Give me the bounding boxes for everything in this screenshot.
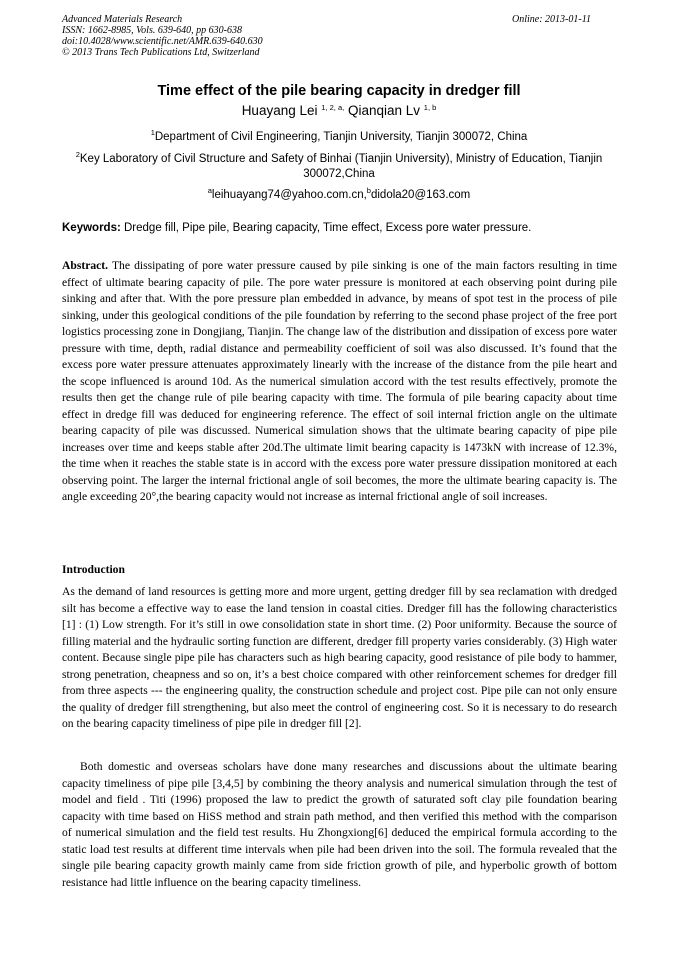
email-address[interactable]: didola20@163.com	[370, 189, 471, 201]
affiliation-marker: 1	[150, 128, 155, 137]
email-address[interactable]: leihuayang74@yahoo.com.cn,	[211, 189, 367, 201]
author-name: Huayang Lei	[241, 103, 318, 118]
author-name: Qianqian Lv	[347, 103, 421, 118]
keywords	[62, 221, 622, 236]
email-marker: a	[207, 186, 212, 195]
keywords-text: Dredge fill, Pipe pile, Bearing capacity, Time effect, Excess pore water pressure.	[120, 222, 532, 234]
author-line	[40, 102, 638, 120]
introduction-paragraph-2: Both domestic and overseas scholars have done many researches and discussions about the ultimate bearing capacity timeliness of pipe pile [3,4,5] by combining the theory analysis and numerical simulation through the test of model and field . Titi (1996) proposed the law to predict the growth of saturated soft clay pile foundation bearing capacity with time based on HiSS method and strain path method, and then verified this method with the comparison of numerical simulation and the field test results. Hu Zhongxiong[6] deduced the empirical formula according to the static load test results at different time intervals when pile had been driven into the soil. The formula revealed that the single pile bearing capacity growth mainly came from side friction growth of pile, and hyperbolic growth of bottom resistance had little influence on the bearing capacity timeliness.	[62, 760, 617, 889]
section-heading-introduction: Introduction	[62, 563, 125, 576]
paper-title: Time effect of the pile bearing capacity in dredger fill	[157, 83, 521, 99]
affiliation-text: Department of Civil Engineering, Tianjin University, Tianjin 300072, China	[154, 131, 528, 143]
author-affiliation-marker: 1, b	[423, 103, 437, 112]
affiliation-2	[64, 152, 614, 182]
author-affiliation-marker: 1, 2, a,	[321, 103, 345, 112]
online-date: Online: 2013-01-11	[512, 14, 591, 25]
abstract-text: The dissipating of pore water pressure caused by pile sinking is one of the main factors resulting in time effect of ultimate bearing capacity of pile. The pore water pressure is monitored at each observing point during pile sinking and after that. With the pore pressure plan embedded in advance, by means of spot test in the process of pile sinking, under this geological conditions of the pile foundation by referring to the second phase project of the free port logistics processing zone in Dongjiang, Tianjin. The change law of the distribution and dissipation of excess pore water pressure with time, depth, radial distance and permeability coefficient of soil was also discussed. It’s found that the excess pore water pressure attenuates approximately linearly with the increase of the distance from the pile heart and the scope influenced is around 10d. As the numerical simulation accord with the test results effectively, promote the results then get the change rule of pile bearing capacity with time. The formula of pile bearing capacity about time effect in dredge fill was deduced for engineering reference. The effect of soil internal friction angle on the ultimate bearing capacity of pile was discussed. Numerical simulation shows that the ultimate bearing capacity of pipe pile increases over time and keeps stable after 20d.The ultimate limit bearing capacity is 1473kN with increase of 12.3%, the time when it reaches the stable state is in accord with the excess pore water pressure dissipation monitored at each observing point. The larger the internal frictional angle of soil becomes, the more the ultimate bearing capacity is. The angle exceeding 20°,the bearing capacity would not increase as internal frictional angle of soil increases.	[62, 259, 617, 503]
affiliation-text: Key Laboratory of Civil Structure and Safety of Binhai (Tianjin University), Ministry of Education, Tianjin 300072,China	[79, 153, 603, 180]
author-emails	[64, 188, 614, 203]
keywords-label: Keywords:	[62, 222, 121, 234]
journal-header	[62, 14, 263, 58]
journal-name: Advanced Materials Research	[62, 14, 183, 25]
doi-line: doi:10.4028/www.scientific.net/AMR.639-640.630	[62, 36, 263, 47]
email-marker: b	[366, 186, 371, 195]
issn-line: ISSN: 1662-8985, Vols. 639-640, pp 630-638	[62, 25, 242, 36]
introduction-paragraph-1: As the demand of land resources is getting more and more urgent, getting dredger fill by sea reclamation with dredged silt has become a effective way to ease the land tension in coastal cities. Dredger fill has the following characteristics [1] : (1) Low strength. For it’s still in owe consolidation state in short time. (2) Poor uniformity. Because the source of filling material and the hydraulic sorting function are different, dredger fill property varies considerably. (3) High water content. Because single pipe pile has characters such as high bearing capacity, good resistance of pile body to hammer, strong penetration, cheapness and so on, it’s a best choice compared with other reinforcement schemes for dredger fill from three aspects --- the engineering quality, the construction schedule and project cost. Pipe pile can not only ensure the quality of dredger fill strengthening, but also meet the control of engineering cost. So it is necessary to do research on the bearing capacity timeliness of pipe pile in dredger fill [2].	[62, 585, 617, 730]
abstract-label: Abstract.	[62, 259, 109, 272]
affiliation-1	[64, 130, 614, 145]
abstract	[62, 258, 617, 506]
affiliation-marker: 2	[75, 150, 80, 159]
copyright-line: © 2013 Trans Tech Publications Ltd, Switzerland	[62, 47, 260, 58]
